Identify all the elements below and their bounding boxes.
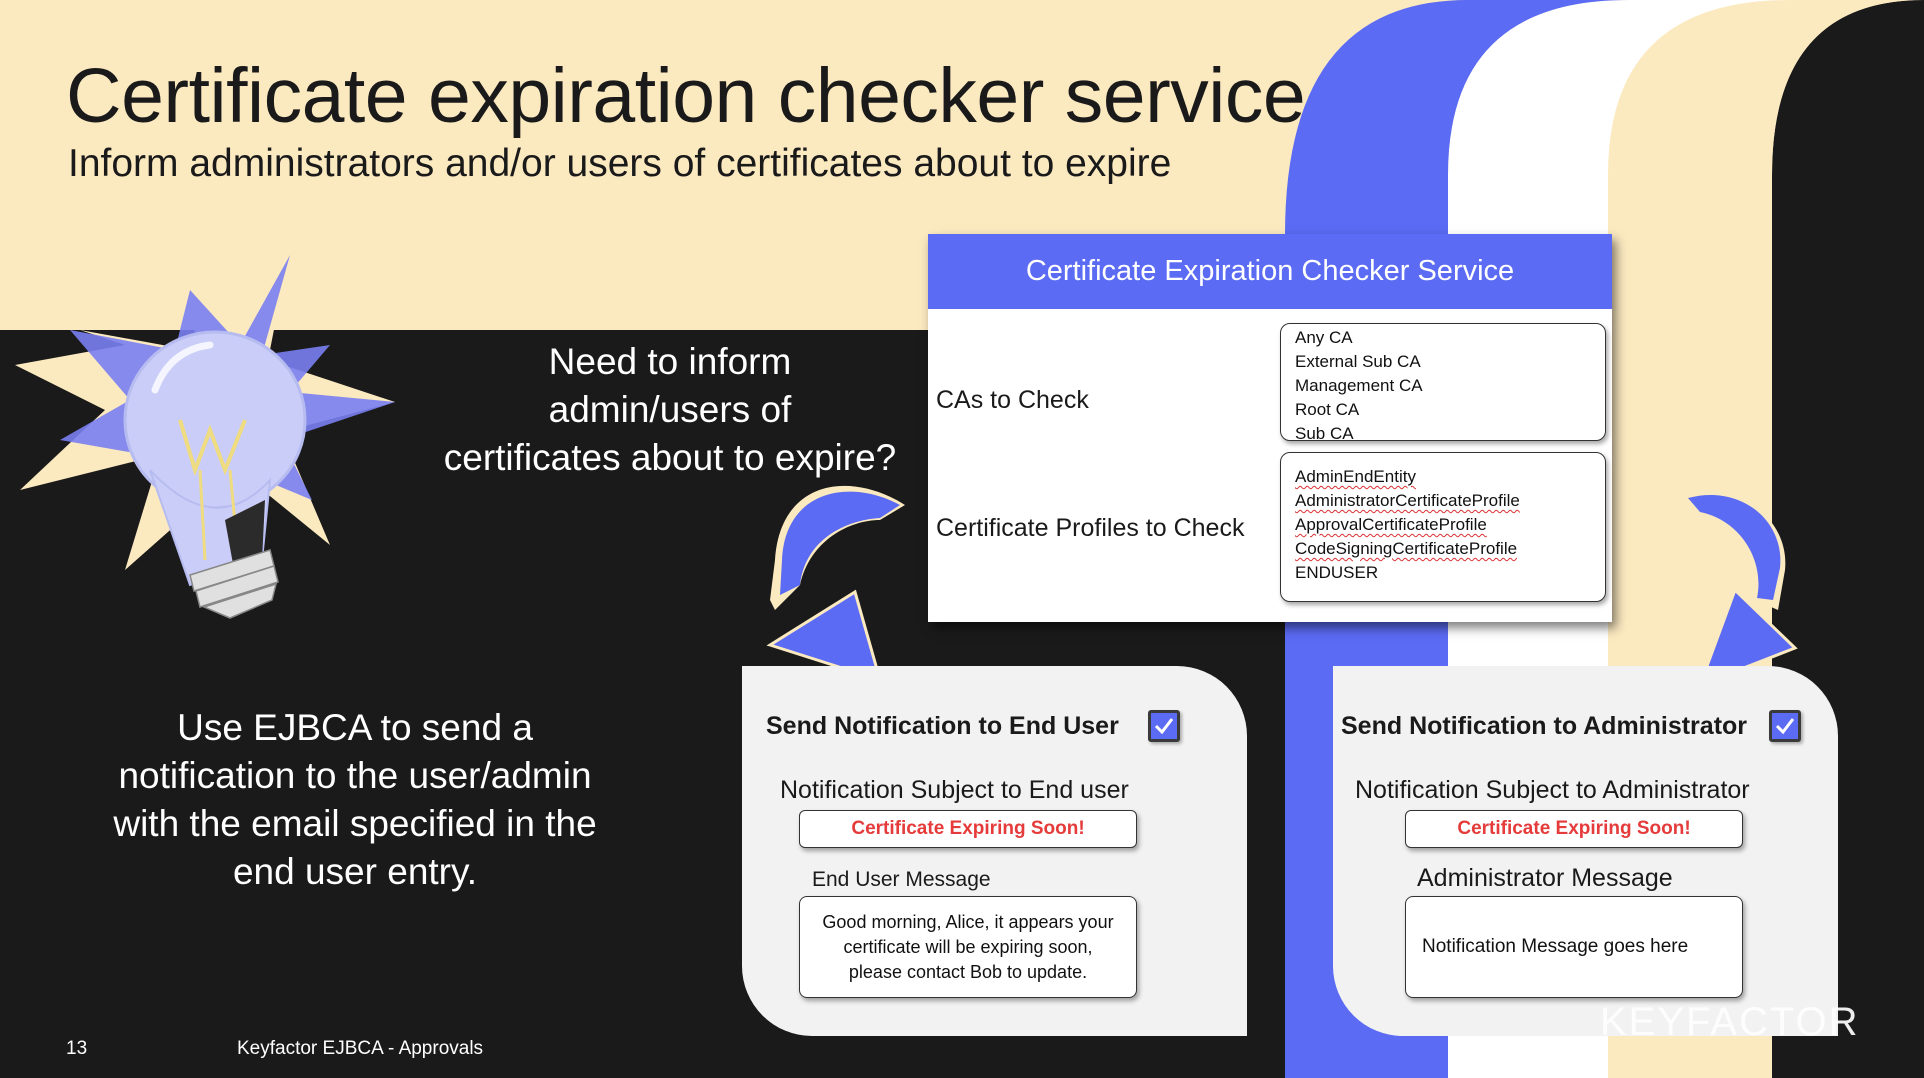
profiles-to-check-label: Certificate Profiles to Check [936,514,1245,542]
service-panel-header: Certificate Expiration Checker Service [928,234,1612,309]
checkmark-icon [1772,713,1798,739]
end-user-subject-input[interactable]: Certificate Expiring Soon! [799,810,1137,848]
use-text-line: notification to the user/admin [118,755,592,796]
admin-card-title: Send Notification to Administrator [1341,712,1748,740]
page-title: Certificate expiration checker service [66,53,1306,139]
profiles-listbox[interactable] [1280,452,1606,602]
use-ejbca-text [90,704,620,896]
end-user-message-label: End User Message [812,868,991,891]
admin-notification-card [1333,666,1838,1036]
question-line: certificates about to expire? [443,437,897,478]
list-item[interactable]: AdministratorCertificateProfile [1295,491,1520,510]
end-user-subject-label: Notification Subject to End user [780,776,1129,804]
checkmark-icon [1151,713,1177,739]
list-item[interactable]: External Sub CA [1295,352,1421,371]
end-user-notification-card [742,666,1247,1036]
page-subtitle: Inform administrators and/or users of certificates about to expire [68,142,1172,185]
message-line: certificate will be expiring soon, [843,936,1093,957]
message-line: please contact Bob to update. [848,961,1088,982]
end-user-message-input[interactable] [799,896,1137,998]
message-line: Good morning, Alice, it appears your [822,911,1114,932]
admin-message-input[interactable]: Notification Message goes here [1405,896,1743,998]
lightbulb-icon [125,332,305,618]
use-text-line: Use EJBCA to send a [177,707,533,748]
list-item[interactable]: AdminEndEntity [1295,467,1416,486]
list-item[interactable]: Root CA [1295,400,1360,419]
question-text [420,338,920,482]
service-panel [928,234,1612,622]
question-line: Need to inform [548,341,792,382]
use-text-line: with the email specified in the [113,803,597,844]
end-user-checkbox[interactable] [1148,710,1180,742]
use-text-line: end user entry. [232,851,478,892]
list-item[interactable]: ENDUSER [1295,563,1379,582]
admin-message-label: Administrator Message [1417,864,1673,892]
cas-to-check-label: CAs to Check [936,386,1089,414]
list-item[interactable]: Management CA [1295,376,1423,395]
question-line: admin/users of [548,389,792,430]
footer-text: Keyfactor EJBCA - Approvals [237,1038,484,1059]
admin-checkbox[interactable] [1769,710,1801,742]
curved-arrow-icon [770,486,905,680]
list-item[interactable]: Any CA [1295,328,1353,347]
end-user-card-title: Send Notification to End User [766,712,1119,740]
brand-logo: KEYFACTOR [1600,1000,1860,1044]
list-item[interactable]: CodeSigningCertificateProfile [1295,539,1518,558]
page-number: 13 [66,1038,88,1059]
admin-subject-input[interactable]: Certificate Expiring Soon! [1405,810,1743,848]
list-item[interactable]: Sub CA [1295,424,1354,443]
list-item[interactable]: ApprovalCertificateProfile [1295,515,1487,534]
cas-listbox[interactable] [1280,323,1606,441]
admin-subject-label: Notification Subject to Administrator [1355,776,1750,804]
